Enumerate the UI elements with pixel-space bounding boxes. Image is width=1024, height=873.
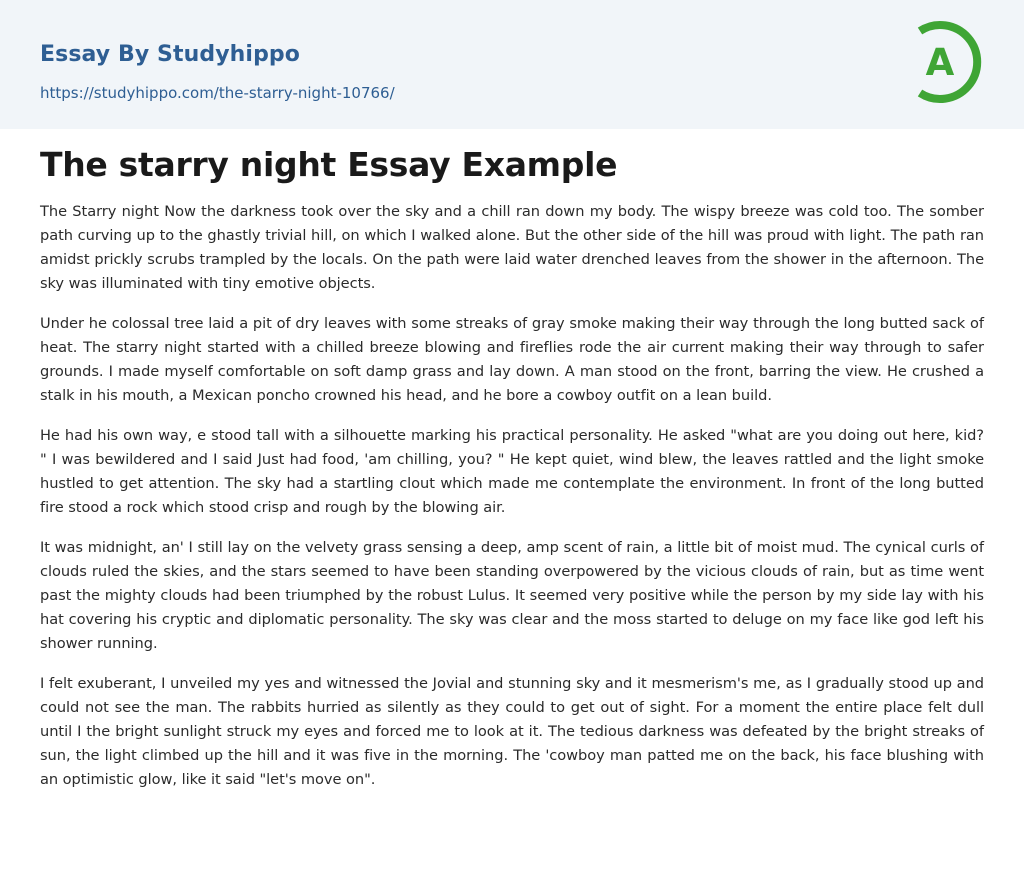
site-brand[interactable]: Essay By Studyhippo (40, 42, 300, 67)
studyhippo-logo-icon[interactable] (912, 18, 986, 106)
essay-body (40, 200, 984, 808)
essay-paragraph: I felt exuberant, I unveiled my yes and witnessed the Jovial and stunning sky and it mesmerism's me, as I gradually stood up and could not see the man. The rabbits hurried as silently as they could to get out of sight. For a moment the entire place felt dull until I the bright sunlight struck my eyes and forced me to look at it. The tedious darkness was defeated by the bright streaks of sun, the light climbed up the hill and it was five in the morning. The 'cowboy man patted me on the back, his face blushing with an optimistic glow, like it said "let's move on". (40, 675, 984, 788)
logo-letter: A (925, 41, 955, 84)
site-header (0, 0, 1024, 129)
essay-paragraph: The Starry night Now the darkness took over the sky and a chill ran down my body. The wispy breeze was cold too. The somber path curving up to the ghastly trivial hill, on which I walked alone. But the other side of the hill was proud with light. The path ran amidst prickly scrubs trampled by the locals. On the path were laid water drenched leaves from the shower in the afternoon. The sky was illuminated with tiny emotive objects. (40, 203, 984, 292)
essay-paragraph: He had his own way, e stood tall with a silhouette marking his practical personality. He asked "what are you doing out here, kid? " I was bewildered and I said Just had food, 'am chilling, you? " He kept quiet, wind blew, the leaves rattled and the light smoke hustled to get attention. The sky had a startling clout which made me contemplate the environment. In front of the long butted fire stood a rock which stood crisp and rough by the blowing air. (40, 427, 984, 516)
page-title: The starry night Essay Example (40, 145, 618, 184)
essay-paragraph: It was midnight, an' I still lay on the velvety grass sensing a deep, amp scent of rain, a little bit of moist mud. The cynical curls of clouds ruled the skies, and the stars seemed to have been standing overpowered by the vicious clouds of rain, but as time went past the mighty clouds had been triumphed by the robust Lulus. It seemed very positive while the person by my side lay with his hat covering his cryptic and diplomatic personality. The sky was clear and the moss started to deluge on my face like god left his shower running. (40, 539, 984, 652)
essay-paragraph: Under he colossal tree laid a pit of dry leaves with some streaks of gray smoke making their way through the long butted sack of heat. The starry night started with a chilled breeze blowing and fireflies rode the air current making their way through to safer grounds. I made myself comfortable on soft damp grass and lay down. A man stood on the front, barring the view. He crushed a stalk in his mouth, a Mexican poncho crowned his head, and he bore a cowboy outfit on a lean build. (40, 315, 984, 404)
page-url-link[interactable]: https://studyhippo.com/the-starry-night-10766/ (40, 84, 395, 102)
